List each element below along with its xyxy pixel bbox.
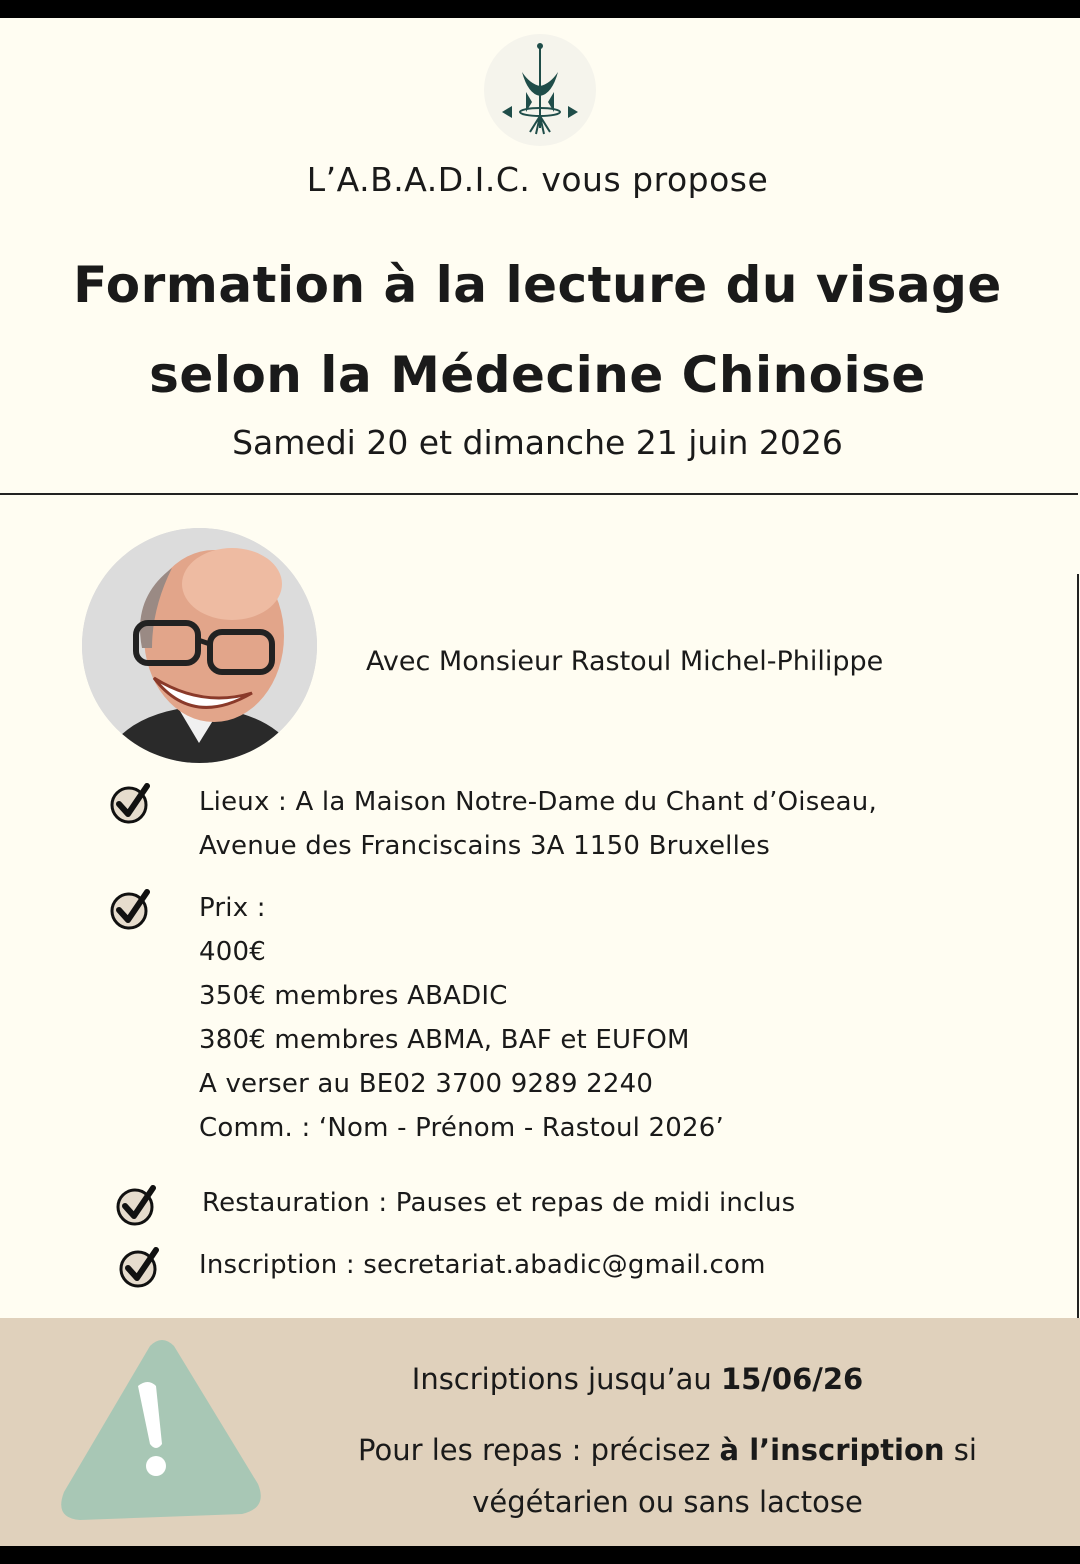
organizer-intro: L’A.B.A.D.I.C. vous propose <box>306 160 769 199</box>
speaker-name: Avec Monsieur Rastoul Michel-Philippe <box>366 646 884 677</box>
event-title <box>0 240 1075 420</box>
catering-info: Restauration : Pauses et repas de midi inclus <box>202 1188 796 1218</box>
location-info: Lieux : A la Maison Notre-Dame du Chant d’Oiseau, Avenue des Franciscains 3A 1150 Bruxelles <box>199 787 877 861</box>
speaker-portrait <box>82 528 317 763</box>
right-border <box>1077 574 1079 1319</box>
notice-banner <box>0 1318 1080 1546</box>
registration-deadline: Inscriptions jusqu’au 15/06/26 <box>411 1362 864 1396</box>
event-date: Samedi 20 et dimanche 21 juin 2026 <box>232 423 843 462</box>
checkmark-icon <box>115 1184 159 1228</box>
flyer-page <box>0 18 1080 1546</box>
meal-notice: Pour les repas : précisez à l’inscription si végétarien ou sans lactose <box>358 1433 977 1519</box>
title-line-2: selon la Médecine Chinoise <box>149 346 926 404</box>
checkmark-icon <box>109 888 153 932</box>
abadic-logo-icon <box>480 32 600 147</box>
checkmark-icon <box>109 782 153 826</box>
checkmark-icon <box>118 1246 162 1290</box>
header-divider <box>0 493 1078 495</box>
title-line-1: Formation à la lecture du visage <box>73 256 1002 314</box>
deadline-date: 15/06/26 <box>720 1362 864 1396</box>
warning-icon <box>58 1334 266 1526</box>
price-info: Prix : 400€ 350€ membres ABADIC 380€ membres ABMA, BAF et EUFOM A verser au BE02 3700 9289 2240 Comm. : ‘Nom - Prénom - Rastoul 2026’ <box>199 893 724 1143</box>
registration-info: Inscription : secretariat.abadic@gmail.com <box>199 1250 766 1280</box>
